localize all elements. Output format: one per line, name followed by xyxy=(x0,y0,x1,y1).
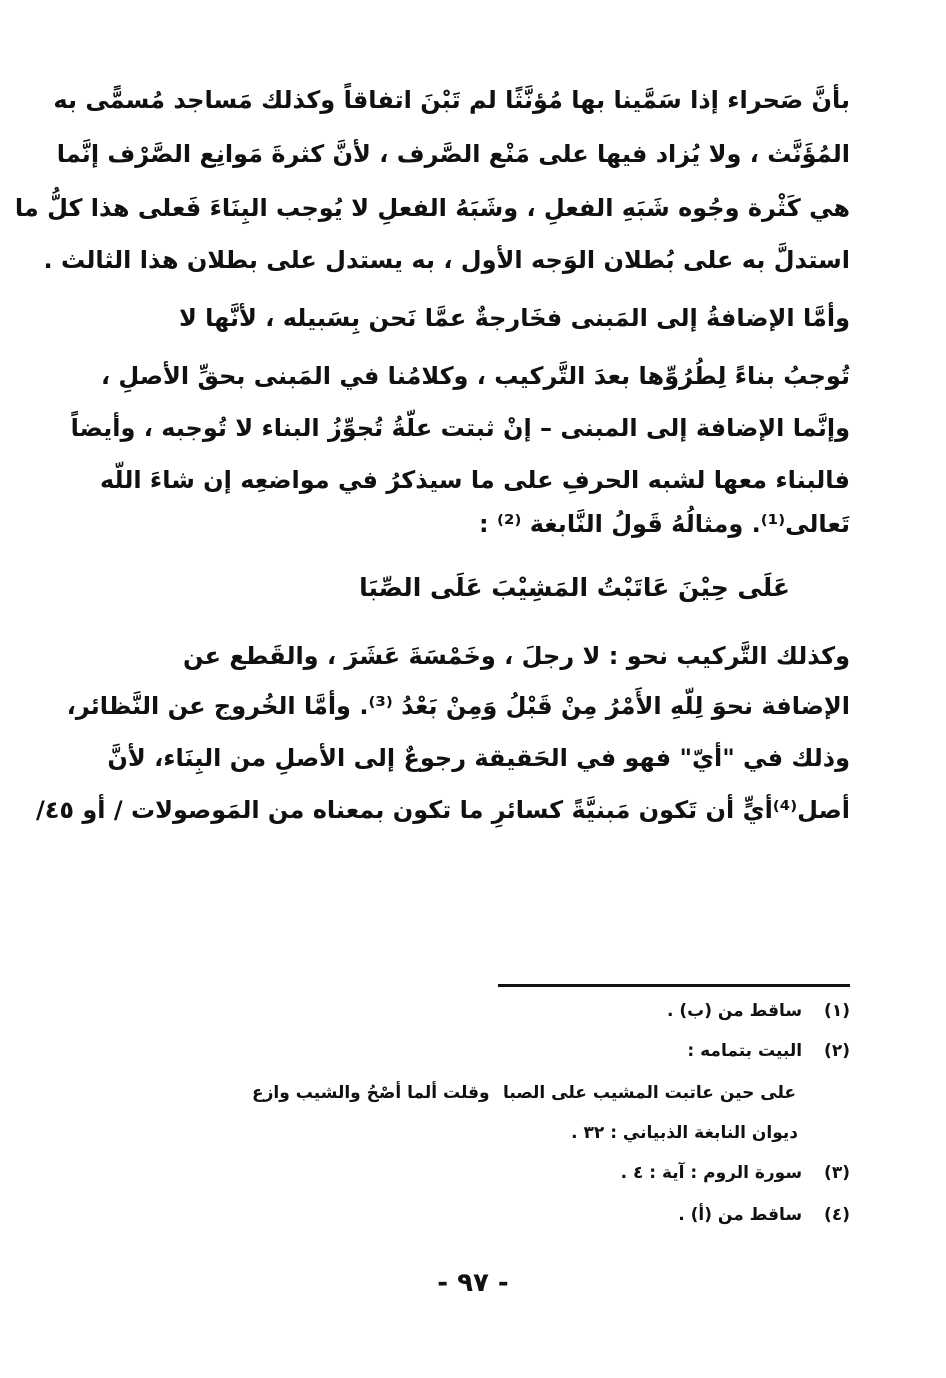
body-line-11: وكذلك التَّركيب نحو : لا رجلَ ، وخَمْسَةَ عَشَرَ ، والقَطع عن xyxy=(183,642,850,670)
body-line-4: استدلَّ به على بُطلان الوَجه الأول ، به يستدل على بطلان هذا الثالث . xyxy=(43,246,850,274)
footnote-text: البيت بتمامه : xyxy=(687,1041,803,1061)
footnote-separator xyxy=(498,984,850,987)
body-line-8: فالبناء معها لشبه الحرفِ على ما سيذكرُ في مواضعِه إن شاءَ اللّه xyxy=(99,466,850,494)
footnote-number: (٣) xyxy=(824,1163,850,1183)
body-line-13: وذلك في "أيّ" فهو في الحَقيقة رجوعٌ إلى الأصلِ من البِنَاء، لأنَّ xyxy=(107,744,850,772)
footnote-verse-first-hemistich: على حين عاتبت المشيب على الصبا xyxy=(502,1083,796,1103)
body-line-5: وأمَّا الإضافةُ إلى المَبنى فخَارجةٌ عمَّا نَحن بِسَبيله ، لأنَّها لا xyxy=(178,304,850,332)
body-line-1: بأنَّ صَحراء إذا سَمَّينا بها مُؤنَّثًا لم تَبْنَ اتفاقاً وكذلك مَساجد مُسمًّى به xyxy=(53,86,850,114)
body-line-6: تُوجبُ بناءً لِطُرُوِّها بعدَ التَّركيب ، وكلامُنا في المَبنى بحقِّ الأصلِ ، xyxy=(100,362,850,390)
body-line-9: تَعالى⁽¹⁾. ومثالُهُ قَولُ النَّابغة ⁽²⁾ : xyxy=(479,510,850,538)
footnote-text: سورة الروم : آية : ٤ . xyxy=(620,1163,803,1183)
body-line-2: المُؤَنَّث ، ولا يُزاد فيها على مَنْع الصَّرف ، لأنَّ كثرةَ مَوانِع الصَّرْف إنَّما xyxy=(56,140,850,168)
footnote-number: (١) xyxy=(824,1001,850,1021)
footnote-4 xyxy=(678,1202,850,1228)
body-line-12: الإضافة نحوَ لِلّهِ الأَمْرُ مِنْ قَبْلُ وَمِنْ بَعْدُ ⁽³⁾. وأمَّا الخُروج عن النَّظائر، xyxy=(66,692,850,720)
verse-line: عَلَى حِيْنَ عَاتَبْتُ المَشِيْبَ عَلَى الصِّبَا xyxy=(359,573,790,602)
footnote-verse-second-hemistich: وقلت ألما أصْحُ والشيب وازع xyxy=(252,1083,490,1103)
body-line-3: هي كَثْرة وجُوه شَبَهِ الفعلِ ، وشَبَهُ الفعلِ لا يُوجب البِنَاءَ فَعلى هذا كلُّ ما xyxy=(14,194,850,222)
page-number: - ٩٧ - xyxy=(437,1268,509,1298)
footnote-3 xyxy=(621,1160,850,1186)
footnote-number: (٤) xyxy=(824,1205,850,1225)
body-line-7: وإنَّما الإضافة إلى المبنى – إنْ ثبتت علّةُ تُجوِّزُ البناء لا تُوجبه ، وأيضاً xyxy=(70,414,850,442)
footnote-text: ساقط من (ب) . xyxy=(666,1001,803,1021)
footnote-diwan-reference: ديوان النابغة الذبياني : ٣٢ . xyxy=(571,1123,798,1143)
footnote-2 xyxy=(687,1038,850,1064)
footnote-text: ساقط من (أ) . xyxy=(678,1205,803,1225)
footnote-1 xyxy=(667,998,850,1024)
body-line-14: أصل⁽⁴⁾أيٍّ أن تَكون مَبنيَّةً كسائرِ ما تكون بمعناه من المَوصولات / أو ٤٥/ xyxy=(35,796,850,824)
footnote-number: (٢) xyxy=(824,1041,850,1061)
